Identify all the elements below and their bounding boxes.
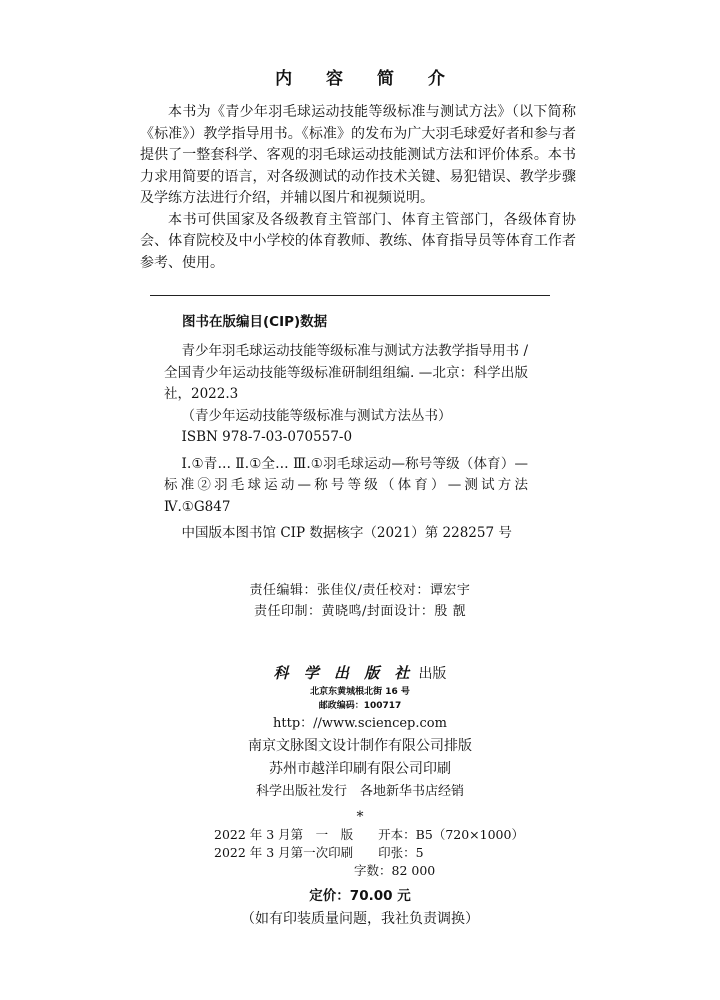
spec-printing: 2022 年 3 月第一次印刷 印张：5 [214, 845, 424, 860]
intro-paragraph-2: 本书可供国家及各级教育主管部门、体育主管部门，各级体育协会、体育院校及中小学校的体育教师、教练、体育指导员等体育工作者参考、使用。 [140, 211, 576, 271]
quality-note: （如有印装质量问题，我社负责调换） [241, 911, 479, 927]
cip-record [164, 341, 528, 545]
credits-line-2: 责任印制：黄晓鸣/封面设计：殷 靓 [253, 604, 466, 619]
spec-edition: 2022 年 3 月第 一 版 开本：B5（720×1000） [214, 827, 524, 842]
cip-heading: 图书在版编目(CIP)数据 [182, 314, 328, 330]
cip-library-record: 中国版本图书馆 CIP 数据核字（2021）第 228257 号 [181, 525, 512, 541]
intro-paragraph-1: 本书为《青少年羽毛球运动技能等级标准与测试方法》（以下简称《标准》）教学指导用书。《标准》的发布为广大羽毛球爱好者和参与者提供了一整套科学、客观的羽毛球运动技能测试方法和评价体系。本书力求用简要的语言，对各级测试的动作技术关键、易犯错误、教学步骤及学练方法进行介绍，并辅以图片和视频说明。 [140, 104, 576, 206]
typesetter: 南京文脉图文设计制作有限公司排版 [248, 738, 472, 754]
publisher-info [0, 662, 720, 827]
credits-line-1: 责任编辑：张佳仪/责任校对：谭宏宇 [249, 583, 471, 598]
editorial-credits [0, 580, 720, 622]
distribution: 科学出版社发行 各地新华书店经销 [255, 784, 464, 799]
book-introduction [140, 102, 576, 274]
publisher-address: 北京东黄城根北街 16 号 [310, 687, 410, 697]
price: 定价：70.00 元 [309, 888, 411, 904]
publisher-suffix: 出版 [418, 666, 447, 682]
publisher-url: http：//www.sciencep.com [273, 716, 447, 731]
separator-star: * [356, 809, 364, 825]
page-title: 内 容 简 介 [275, 69, 459, 89]
publisher-postcode: 邮政编码：100717 [318, 701, 402, 711]
printer: 苏州市越洋印刷有限公司印刷 [269, 761, 451, 777]
publisher-line [0, 662, 720, 685]
publisher-logo-text: 科 学 出 版 社 [273, 664, 415, 682]
edition-specs [214, 826, 524, 880]
spec-word-count: 字数：82 000 [354, 863, 436, 878]
cip-isbn: ISBN 978-7-03-070557-0 [181, 429, 353, 445]
cip-classification: Ⅰ.①青… Ⅱ.①全… Ⅲ.①羽毛球运动—称号等级（体育）—标准②羽毛球运动—称号等级（体育）—测试方法 Ⅳ.①G847 [164, 455, 528, 515]
section-divider [150, 295, 550, 296]
cip-main-entry: 青少年羽毛球运动技能等级标准与测试方法教学指导用书 / 全国青少年运动技能等级标准研制组组编. —北京：科学出版社，2022.3 [164, 343, 528, 402]
cip-series: （青少年运动技能等级标准与测试方法丛书） [181, 407, 452, 424]
